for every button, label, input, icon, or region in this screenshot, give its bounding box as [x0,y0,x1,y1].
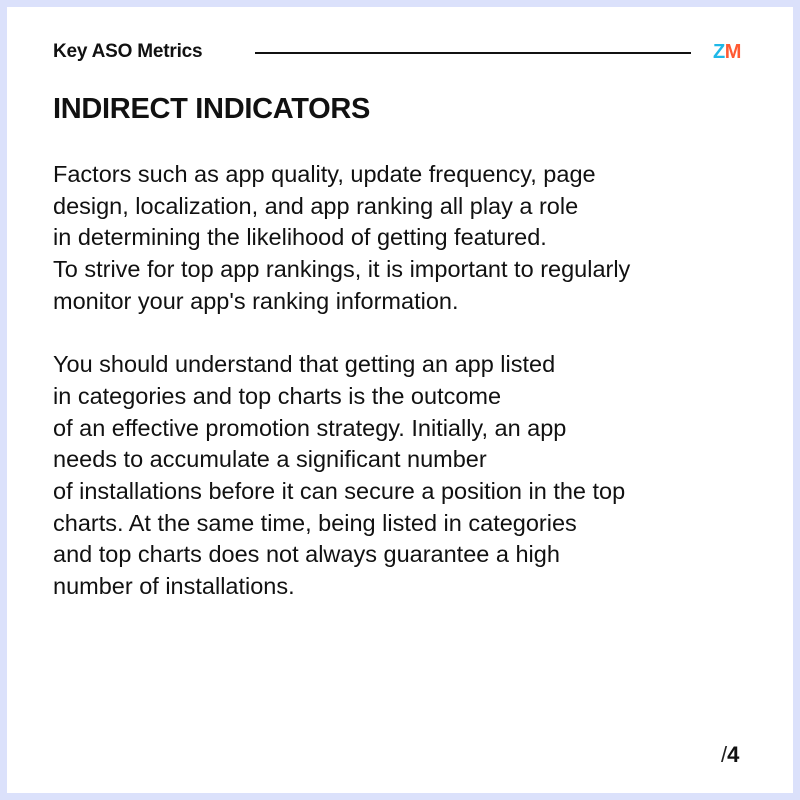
text-line: of an effective promotion strategy. Initially, an app [53,414,567,441]
header-title: Key ASO Metrics [53,41,203,62]
text-line: charts. At the same time, being listed in categories [53,509,577,536]
page-slash: / [721,742,728,767]
text-line: Factors such as app quality, update frequency, page [53,161,596,187]
section-heading: INDIRECT INDICATORS [53,93,371,125]
paragraph-2 [53,349,753,603]
header [53,39,753,65]
paragraph-1 [53,159,753,318]
text-line: monitor your app's ranking information. [53,287,459,314]
logo-letter-m: M [724,41,741,63]
zm-logo [713,40,741,64]
page-number-value: 4 [727,742,740,767]
text-line: design, localization, and app ranking all play a role [53,192,579,219]
text-line: To strive for top app rankings, it is important to regularly [53,256,631,283]
logo-letter-z: Z [713,41,725,63]
header-divider [255,52,691,54]
text-line: and top charts does not always guarantee a high [53,541,560,568]
text-line: in determining the likelihood of getting featured. [53,224,547,251]
text-line: in categories and top charts is the outcome [53,382,502,409]
page-number [721,740,739,770]
text-line: You should understand that getting an app listed [53,351,556,378]
slide-card [7,7,793,793]
text-line: of installations before it can secure a position in the top [53,478,626,505]
body-text [53,159,753,603]
text-line: number of installations. [53,573,295,600]
text-line: needs to accumulate a significant number [53,446,487,473]
